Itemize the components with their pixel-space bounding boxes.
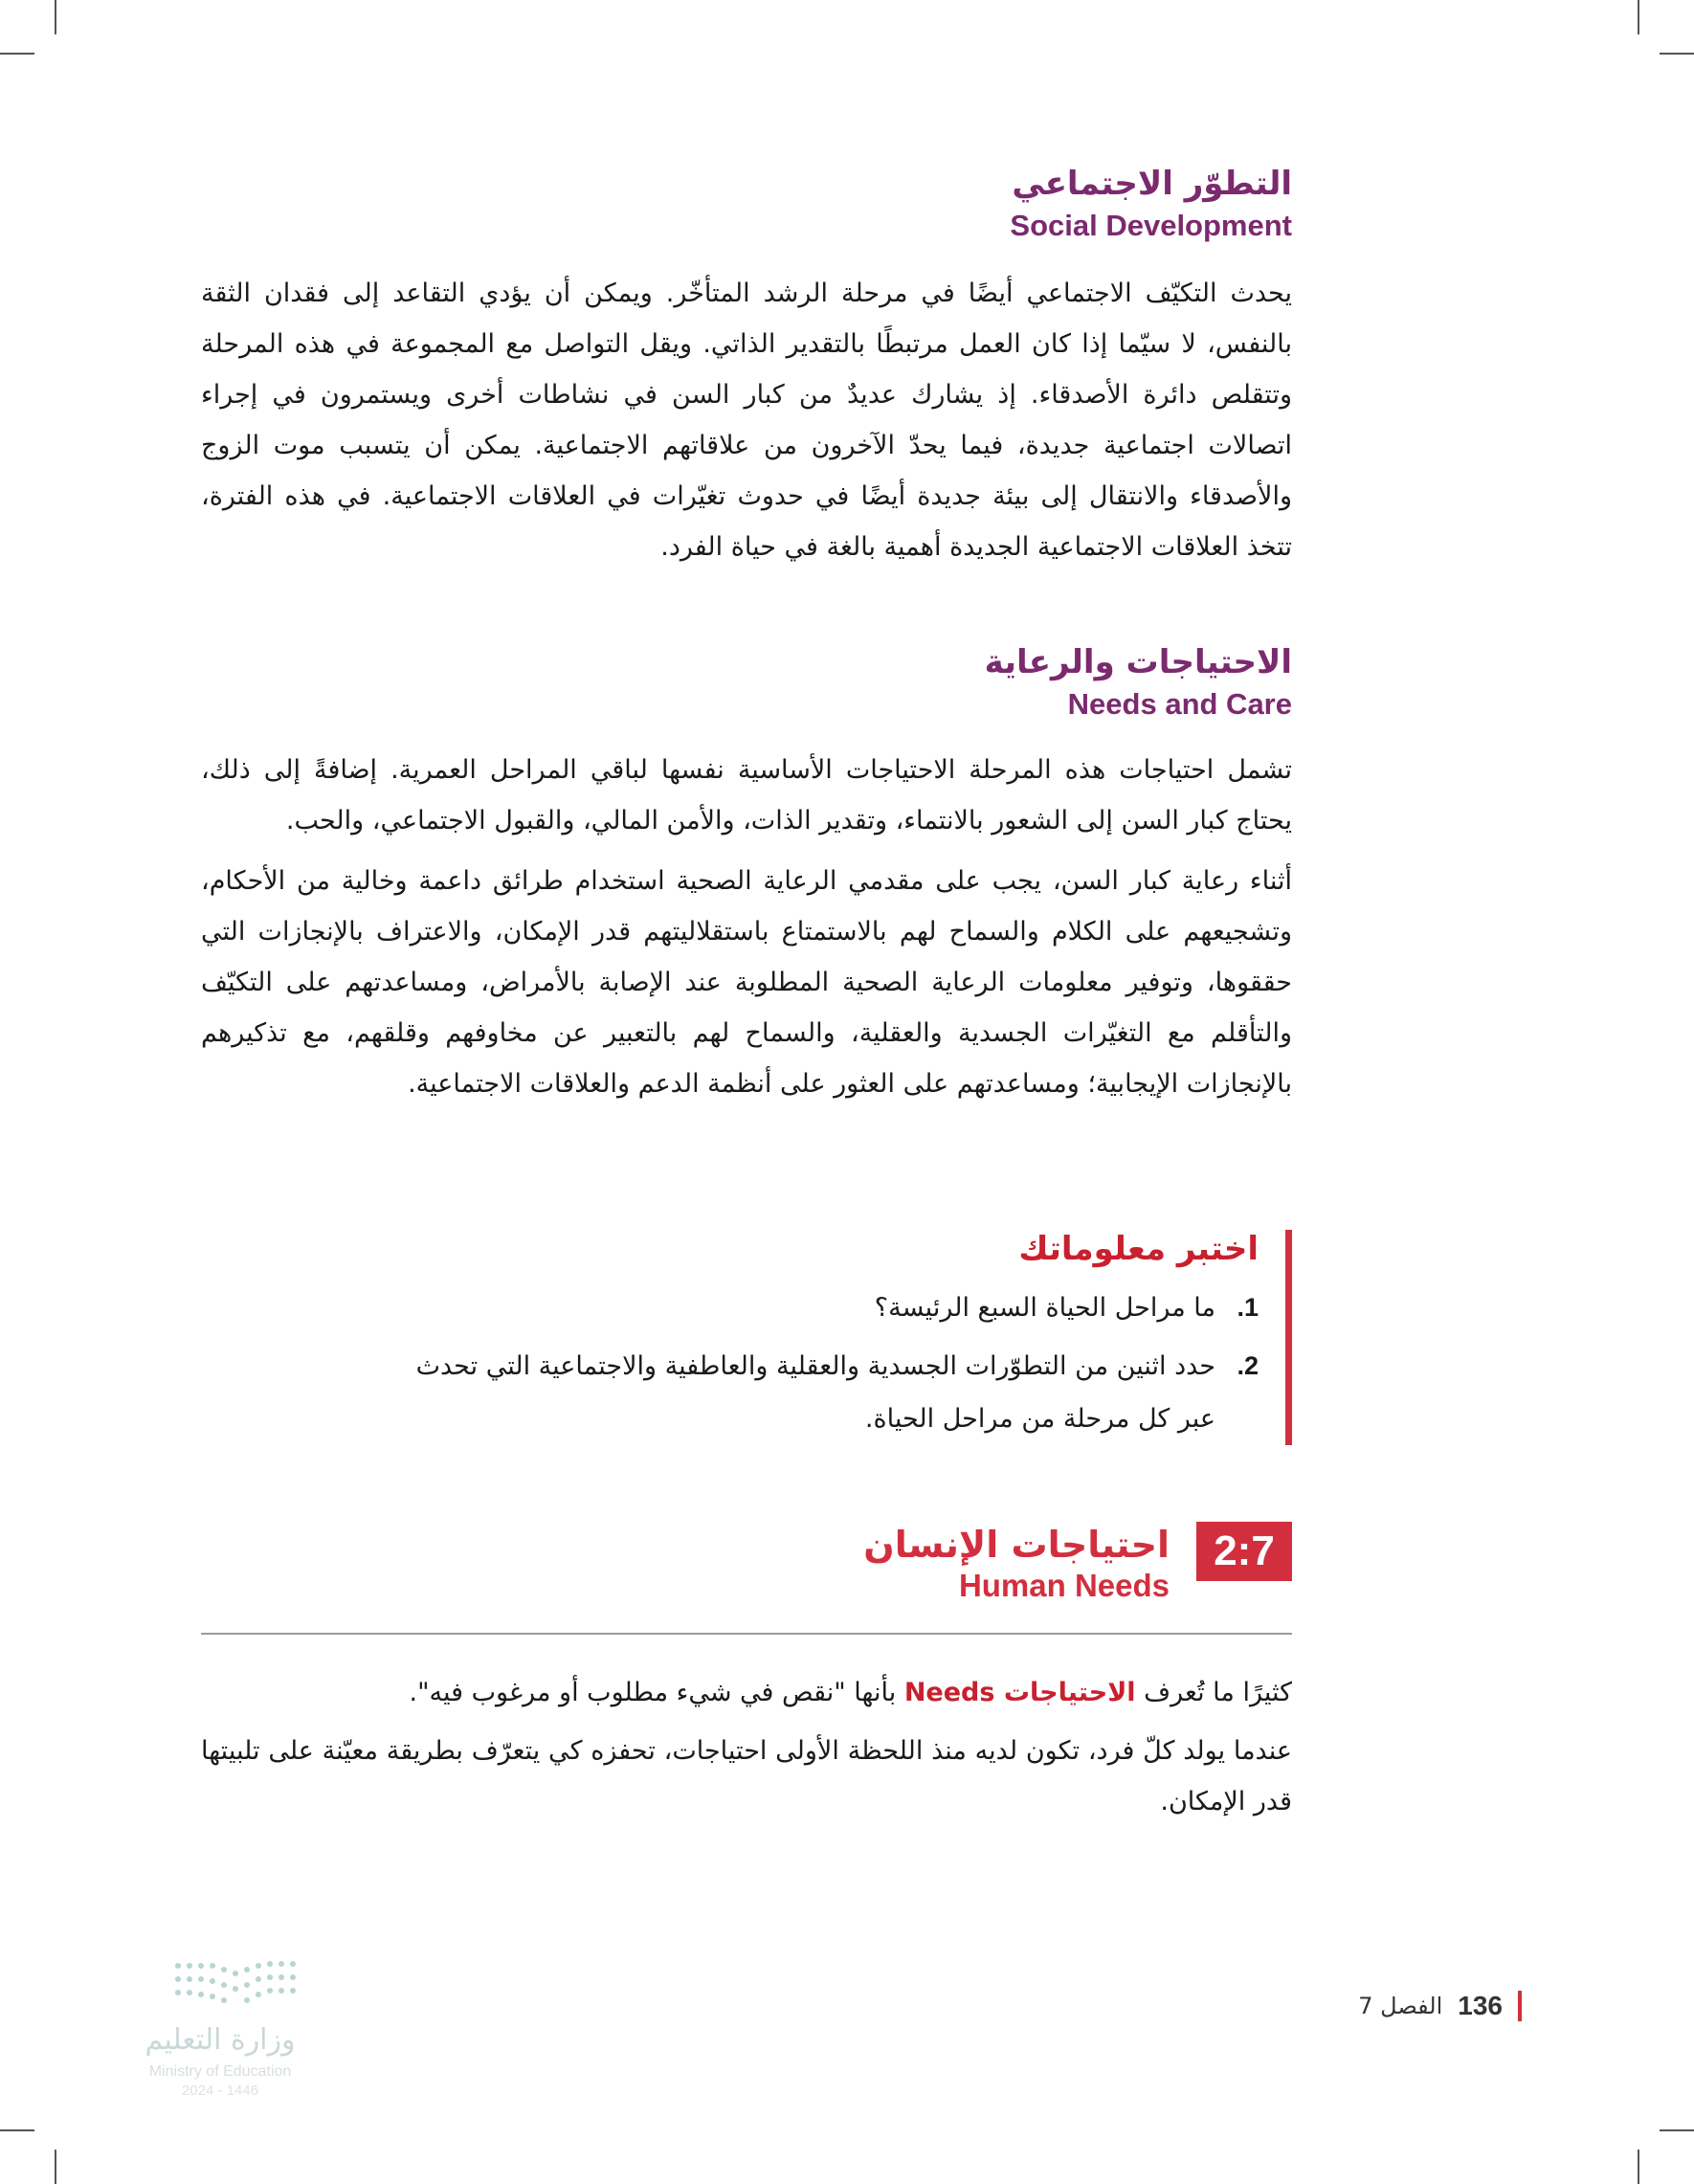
social-heading-ar: التطوّر الاجتماعي	[1012, 165, 1292, 203]
crop-mark	[1660, 53, 1694, 55]
question-number: 1.	[1237, 1293, 1259, 1322]
ministry-name-en: Ministry of Education	[148, 2063, 292, 2080]
chapter-label: الفصل 7	[1358, 1993, 1443, 2019]
page-number: 136	[1458, 1991, 1503, 2020]
crop-mark	[1660, 2129, 1694, 2131]
question-text: حدد اثنين من التطوّرات الجسدية والعقلية والعاطفية والاجتماعية التي تحدث عبر كل مرحلة من مراحل الحياة.	[415, 1351, 1215, 1434]
social-paragraph: يحدث التكيّف الاجتماعي أيضًا في مرحلة الرشد المتأخّر. ويمكن أن يؤدي التقاعد إلى فقدان الثقة بالنفس، لا سيّما إذا كان العمل مرتبطًا بالتقدير الذاتي. ويقل التواصل مع المجموعة في هذه المرحلة وتتقلص دائرة الأصدقاء. إذ يشارك عديدٌ من كبار السن في نشاطات أخرى ويستمرون في إجراء اتصالات اجتماعية جديدة، فيما يحدّ الآخرون من علاقاتهم الاجتماعية. يمكن أن يتسبب موت الزوج والأصدقاء والانتقال إلى بيئة جديدة أيضًا في حدوث تغيّرات في العلاقات الاجتماعية. في هذه الفترة، تتخذ العلاقات الاجتماعية الجديدة أهمية بالغة في حياة الفرد.	[201, 279, 1292, 562]
section-number-badge: 2:7	[1196, 1522, 1292, 1581]
quiz-title: اختبر معلوماتك	[1018, 1230, 1259, 1268]
section-divider	[201, 1633, 1292, 1635]
social-development-section	[201, 165, 1292, 572]
ministry-dots-icon	[96, 1952, 345, 2019]
section-title-en: Human Needs	[958, 1568, 1170, 1603]
p1-after: بأنها "نقص في شيء مطلوب أو مرغوب فيه".	[409, 1678, 904, 1707]
crop-mark	[55, 2150, 56, 2184]
crop-mark	[55, 0, 56, 34]
human-needs-paragraph-2: عندما يولد كلّ فرد، تكون لديه منذ اللحظة الأولى احتياجات، تحفزه كي يتعرّف بطريقة معيّنة على تلبيتها قدر الإمكان.	[201, 1736, 1292, 1816]
crop-mark	[0, 53, 34, 55]
needs-heading-en: Needs and Care	[1067, 687, 1292, 721]
needs-heading-ar: الاحتياجات والرعاية	[984, 643, 1292, 681]
ministry-year: 2024 - 1446	[181, 2083, 259, 2099]
quiz-question	[345, 1340, 1259, 1445]
section-title-ar: احتياجات الإنسان	[863, 1524, 1170, 1566]
needs-care-section	[201, 643, 1292, 1109]
human-needs-paragraph-1	[201, 1667, 1292, 1718]
crop-mark	[1638, 0, 1639, 34]
needs-term: الاحتياجات Needs	[903, 1678, 1136, 1707]
quiz-box	[345, 1230, 1292, 1445]
needs-paragraph-1: تشمل احتياجات هذه المرحلة الاحتياجات الأساسية نفسها لباقي المراحل العمرية. إضافةً إلى ذلك، يحتاج كبار السن إلى الشعور بالانتماء، وتقدير الذات، والأمن المالي، والقبول الاجتماعي، والحب.	[201, 755, 1292, 836]
question-text: ما مراحل الحياة السبع الرئيسة؟	[874, 1293, 1215, 1323]
section-titles	[863, 1522, 1170, 1604]
section-header	[431, 1522, 1292, 1604]
crop-mark	[1638, 2150, 1639, 2184]
footer-accent-bar	[1518, 1991, 1522, 2021]
question-number: 2.	[1237, 1351, 1259, 1380]
crop-mark	[0, 2129, 34, 2131]
page-footer	[1358, 1991, 1522, 2021]
social-heading-en: Social Development	[1010, 209, 1292, 242]
ministry-name-ar: وزارة التعليم	[145, 2023, 296, 2057]
human-needs-body	[201, 1667, 1292, 1827]
p1-before: كثيرًا ما تُعرف	[1135, 1678, 1292, 1707]
ministry-logo	[96, 1952, 345, 2106]
quiz-question	[345, 1281, 1259, 1334]
needs-paragraph-2: أثناء رعاية كبار السن، يجب على مقدمي الرعاية الصحية استخدام طرائق داعمة وخالية من الأحكام، وتشجيعهم على الكلام والسماح لهم بالاستمتاع باستقلاليتهم قدر الإمكان، والاعتراف بالإنجازات التي حققوها، وتوفير معلومات الرعاية الصحية المطلوبة عند الإصابة بالأمراض، ومساعدتهم على التكيّف والتأقلم مع التغيّرات الجسدية والعقلية، والسماح لهم بالتعبير عن مخاوفهم وقلقهم، مع تذكيرهم بالإنجازات الإيجابية؛ ومساعدتهم على العثور على أنظمة الدعم والعلاقات الاجتماعية.	[201, 866, 1292, 1099]
